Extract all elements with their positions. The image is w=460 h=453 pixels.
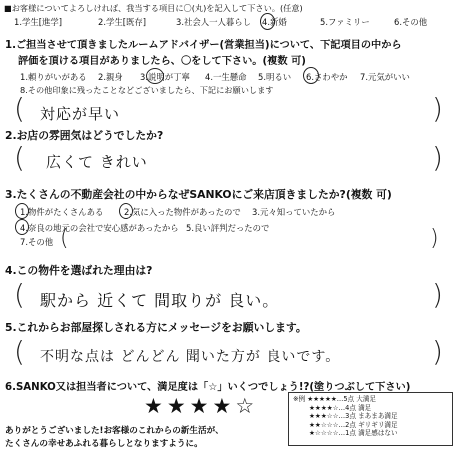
q1-option-7: 7.元気がいい [360, 72, 410, 82]
intro-option-2: 2.学生[既存] [98, 17, 147, 27]
q4-answer: 駅から 近くて 間取りが 良い。 [40, 291, 280, 310]
legend-scale: ★★★★☆…4点 [309, 403, 356, 412]
q3-option-1: 1.物件がたくさんある [20, 207, 104, 217]
legend-desc: 大満足 [356, 395, 377, 403]
closing-line-2: たくさんの幸せあふれる暮らしとなりますように。 [5, 439, 203, 449]
star-icon[interactable]: ★ [144, 394, 167, 418]
legend-scale: ※例 ★★★★★…5点 [293, 395, 355, 403]
legend-desc: ギリギリ満足 [358, 420, 398, 429]
paren-right: ) [432, 92, 443, 125]
q4-title: 4.この物件を選ばれた理由は? [5, 264, 153, 277]
q3-title: 3.たくさんの不動産会社の中からなぜSANKOにご来店頂きましたか?(複数 可) [5, 188, 392, 201]
paren-left: ( [14, 92, 25, 125]
star-icon[interactable]: ★ [212, 394, 236, 418]
paren-right: ) [430, 226, 439, 251]
legend-desc: 満足 [358, 403, 372, 412]
paren-left: ( [14, 278, 25, 311]
circle-mark [15, 219, 29, 235]
q1-option-4: 4.一生懸命 [205, 72, 247, 82]
intro-option-5: 5.ファミリー [320, 17, 370, 27]
q1-option-6: 6.さわやか [306, 72, 348, 82]
legend-row [293, 429, 448, 438]
star-icon[interactable]: ★ [189, 394, 213, 418]
legend-scale: ★★☆☆☆…2点 [309, 420, 356, 429]
paren-left: ( [60, 226, 69, 251]
circle-mark [15, 203, 29, 219]
rating-legend [288, 392, 453, 446]
star-icon[interactable]: ☆ [235, 394, 259, 418]
legend-row [293, 412, 448, 421]
q3-option-7: 7.その他 [20, 237, 54, 247]
q1-subtitle: 評価を頂ける項目がありましたら、〇をして下さい。(複数 可) [18, 56, 306, 67]
intro-option-4: 4.新婚 [262, 17, 287, 27]
circle-mark [303, 67, 319, 84]
intro-option-1: 1.学生[進学] [14, 17, 63, 27]
q1-answer: 対応が早い [40, 105, 121, 123]
q5-answer: 不明な点は どんどん 聞いた方が 良いです。 [40, 349, 341, 365]
paren-left: ( [14, 335, 25, 368]
q3-option-4: 4.奈良の地元の会社で安心感があったから [20, 223, 179, 233]
paren-right: ) [432, 278, 443, 311]
q1-title: 1.ご担当させて頂きましたルームアドバイザー(営業担当)について、下記項目の中から [5, 40, 402, 51]
q1-option-2: 2.親身 [98, 72, 123, 82]
q2-title: 2.お店の雰囲気はどうでしたか? [5, 129, 164, 142]
star-icon[interactable]: ★ [166, 394, 190, 418]
legend-desc: 満足感はない [358, 429, 398, 438]
intro-option-3: 3.社会人一人暮らし [176, 17, 251, 27]
paren-right: ) [432, 141, 443, 174]
circle-mark [260, 13, 275, 30]
q1-option-5: 5.明るい [258, 72, 292, 82]
paren-right: ) [432, 335, 443, 368]
paren-left: ( [14, 141, 25, 174]
q3-option-2: 2.気に入った物件があったので [124, 207, 241, 217]
intro-option-6: 6.その他 [394, 17, 428, 27]
q5-title: 5.これからお部屋探しされる方にメッセージをお願いします。 [5, 321, 307, 334]
q3-option-3: 3.元々知っていたから [252, 207, 336, 217]
q6-title: 6.SANKO又は担当者について、満足度は「☆」いくつでしょう!?(塗りつぶして下さい) [5, 382, 411, 393]
rating-stars[interactable] [144, 394, 258, 418]
q1-option-3: 3.説明が丁寧 [140, 72, 190, 82]
circle-mark [119, 203, 133, 219]
q3-option-5: 5.良い評判だったので [186, 223, 270, 233]
legend-row [293, 395, 448, 404]
circle-mark [146, 68, 164, 84]
intro-label: ■お客様についてよろしければ、我当する項目に〇(丸)を記入して下さい。(任意) [4, 3, 303, 13]
legend-scale: ★★★☆☆…3点 [309, 412, 356, 421]
q1-option-1: 1.頼りがいがある [20, 72, 87, 82]
legend-row [293, 404, 448, 413]
q2-answer: 広くて きれい [46, 153, 148, 171]
q1-note: 8.その他印象に残ったことなどございましたら、下記にお願いします [20, 85, 274, 95]
legend-desc: まあまあ満足 [358, 412, 398, 421]
legend-scale: ★☆☆☆☆…1点 [309, 429, 356, 438]
closing-line-1: ありがとうございました!お客様のこれからの新生活が、 [5, 426, 224, 436]
